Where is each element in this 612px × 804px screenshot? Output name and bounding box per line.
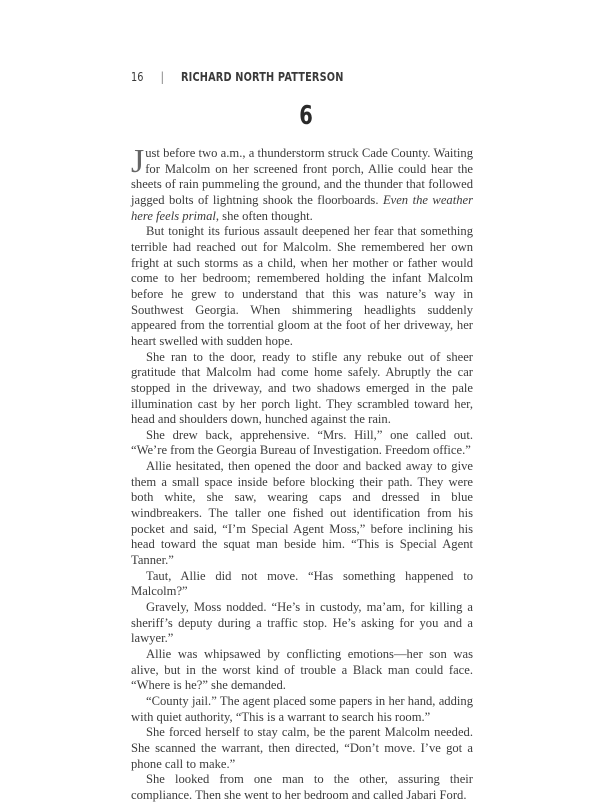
- paragraph-9: “County jail.” The agent placed some papers in her hand, adding with quiet authority, “This is a warrant to search his room.”: [131, 693, 473, 724]
- drop-cap: J: [131, 143, 145, 180]
- paragraph-3: She ran to the door, ready to stifle any rebuke out of sheer gratitude that Malcolm had come home safely. Abruptly the car stopped in the driveway, and two shadows emerged in the pale illumination cast by her porch light. They scrambled toward her, head and shoulders down, hunched against the rain.: [131, 349, 473, 427]
- paragraph-8: Allie was whipsawed by conflicting emotions—her son was alive, but in the worst kind of trouble a Black man could face. “Where is he?” she demanded.: [131, 647, 473, 693]
- paragraph-2: But tonight its furious assault deepened her fear that something terrible had reached out for Malcolm. She remembered her own fright at such storms as a child, when her mother or father would come to her bedroom; remembered holding the infant Malcolm before he grew to understand that this was nature’s way in Southwest Georgia. When shimmering headlights suddenly appeared from the torrential gloom at the foot of her driveway, her heart swelled with sudden hope.: [131, 224, 473, 348]
- paragraph-text: , she often thought.: [215, 208, 313, 223]
- chapter-number: 6: [299, 101, 313, 131]
- author-name: RICHARD NORTH PATTERSON: [181, 69, 344, 84]
- paragraph-11: She looked from one man to the other, assuring their compliance. Then she went to her bedroom and called Jabari Ford.: [131, 772, 473, 802]
- chapter-body: [131, 143, 473, 804]
- paragraph-text: ust before two a.m., a thunderstorm struck Cade County. Waiting for Malcolm on her screened front porch, Allie could hear the sheets of rain pummeling the ground, and the thunder that followed jagged bolts of lightning shook the floorboards.: [131, 146, 473, 207]
- header-separator: |: [160, 69, 164, 84]
- chapter-heading: [0, 101, 612, 131]
- paragraph-5: Allie hesitated, then opened the door and backed away to give them a small space inside before blocking their path. They were both white, she saw, wearing caps and dressed in blue windbreakers. The taller one fished out identification from his pocket and said, “I’m Special Agent Moss,” before inclining his head toward the squat man beside him. “This is Special Agent Tanner.”: [131, 459, 473, 568]
- page-number: 16: [131, 69, 144, 84]
- paragraph-6: Taut, Allie did not move. “Has something happened to Malcolm?”: [131, 568, 473, 599]
- running-head: [131, 69, 344, 84]
- paragraph-7: Gravely, Moss nodded. “He’s in custody, ma’am, for killing a sheriff’s deputy during a traffic stop. He’s asking for you and a lawyer.”: [131, 600, 473, 646]
- paragraph-4: She drew back, apprehensive. “Mrs. Hill,” one called out. “We’re from the Georgia Bureau of Investigation. Freedom office.”: [131, 427, 473, 458]
- paragraph-1: [131, 143, 473, 224]
- paragraph-10: She forced herself to stay calm, be the parent Malcolm needed. She scanned the warrant, then directed, “Don’t move. I’ve got a phone call to make.”: [131, 725, 473, 771]
- italic-thought: Even the weather here feels primal: [131, 192, 473, 223]
